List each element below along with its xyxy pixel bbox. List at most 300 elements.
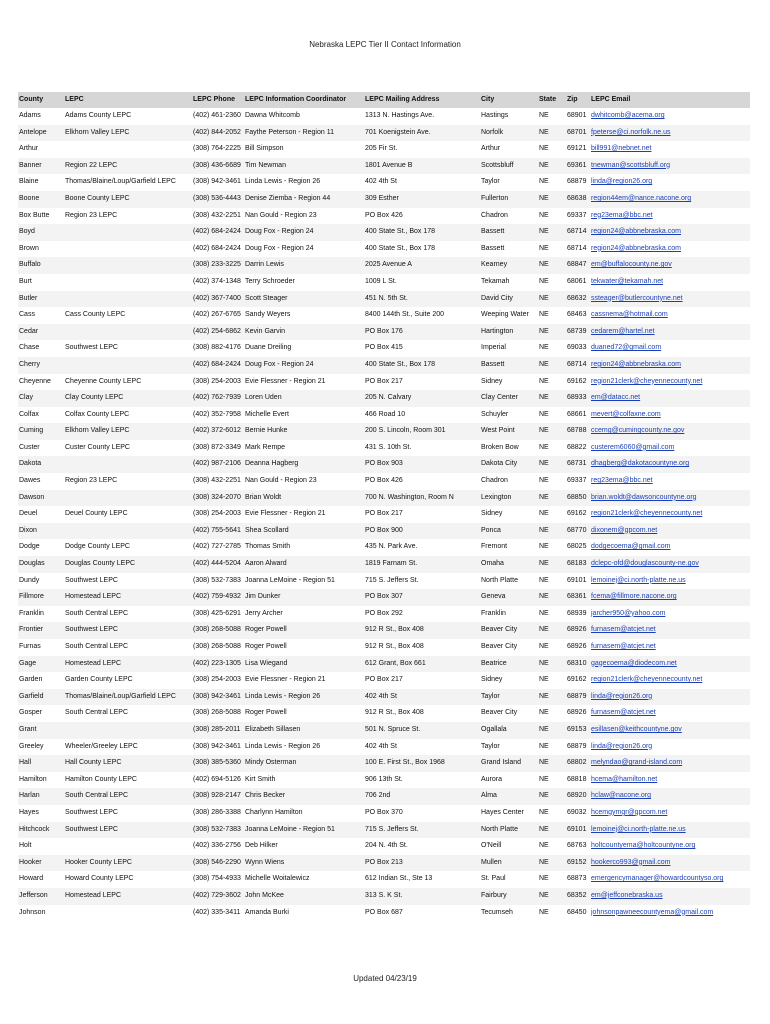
table-row xyxy=(18,672,750,689)
cell-city: Tekamah xyxy=(481,277,510,285)
table-row xyxy=(18,589,750,606)
email-link[interactable]: cedarem@hartel.net xyxy=(591,327,655,335)
cell-mailing-address: 435 N. Park Ave. xyxy=(365,543,418,551)
email-link[interactable]: region24@abbnebraska.com xyxy=(591,244,681,252)
cell-mailing-address: PO Box 217 xyxy=(365,377,403,385)
cell-city: Tecumseh xyxy=(481,908,513,916)
cell-lepc-email xyxy=(590,108,750,125)
table-row xyxy=(18,573,750,590)
cell-lepc-email xyxy=(590,722,750,739)
cell-lepc-phone: (308) 546-2290 xyxy=(193,858,241,866)
cell-state: NE xyxy=(539,510,549,518)
email-link[interactable]: johnsonpawneecountyema@gmail.com xyxy=(591,908,714,916)
table-row xyxy=(18,357,750,374)
email-link[interactable]: hookerco993@gmail.com xyxy=(591,858,671,866)
cell-coordinator: Deanna Hagberg xyxy=(245,460,299,468)
cell-county: Antelope xyxy=(19,128,47,136)
cell-mailing-address: 402 4th St xyxy=(365,742,397,750)
table-row xyxy=(18,822,750,839)
cell-state: NE xyxy=(539,394,549,402)
email-link[interactable]: dwhitcomb@acema.org xyxy=(591,112,665,119)
cell-coordinator: Linda Lewis - Region 26 xyxy=(245,692,321,700)
email-link[interactable]: lemoinej@ci.north-platte.ne.us xyxy=(591,825,686,833)
cell-coordinator: Doug Fox - Region 24 xyxy=(245,228,314,236)
email-link[interactable]: ccemg@cumingcounty.ne.gov xyxy=(591,427,685,435)
cell-lepc: Cass County LEPC xyxy=(65,311,126,319)
cell-zip: 69032 xyxy=(567,808,587,816)
cell-zip: 69162 xyxy=(567,676,587,684)
cell-county: Hall xyxy=(19,759,32,767)
cell-lepc-email xyxy=(590,241,750,258)
cell-lepc-email xyxy=(590,755,750,772)
email-link[interactable]: furnasem@atcjet.net xyxy=(591,709,656,717)
cell-lepc-email xyxy=(590,141,750,158)
cell-coordinator: Jim Dunker xyxy=(245,593,281,601)
cell-lepc: Elkhorn Valley LEPC xyxy=(65,128,130,136)
cell-lepc-phone: (402) 684-2424 xyxy=(193,360,241,368)
email-link[interactable]: esillasen@keithcountyne.gov xyxy=(591,725,682,733)
cell-lepc-email xyxy=(590,888,750,905)
cell-county: Hamilton xyxy=(19,775,47,783)
table-row xyxy=(18,523,750,540)
header-row xyxy=(18,92,750,108)
cell-zip: 68025 xyxy=(567,543,587,551)
email-link[interactable]: dodgecoema@gmail.com xyxy=(591,543,671,551)
cell-coordinator: Doug Fox - Region 24 xyxy=(245,360,314,368)
email-link[interactable]: region44em@nance.nacone.org xyxy=(591,194,692,202)
cell-lepc-phone: (308) 764-2225 xyxy=(193,145,241,153)
cell-zip: 69337 xyxy=(567,477,587,485)
cell-lepc xyxy=(64,905,192,922)
table-row xyxy=(18,125,750,142)
email-link[interactable]: linda@region26.org xyxy=(591,742,653,750)
cell-zip: 68352 xyxy=(567,891,587,899)
cell-zip: 68701 xyxy=(567,128,587,136)
cell-state: NE xyxy=(539,460,549,468)
cell-coordinator: Wynn Wiens xyxy=(245,858,285,866)
cell-state: NE xyxy=(539,709,549,717)
email-link[interactable]: region24@abbnebraska.com xyxy=(591,228,681,236)
cell-county: Douglas xyxy=(19,560,45,568)
cell-city: Dakota City xyxy=(481,460,518,468)
cell-coordinator: Shea Scollard xyxy=(245,526,289,534)
cell-lepc xyxy=(64,357,192,374)
cell-state: NE xyxy=(539,526,549,534)
cell-lepc: South Central LEPC xyxy=(65,643,129,650)
cell-county: Garfield xyxy=(19,692,44,700)
email-link[interactable]: hcemgymgr@gpcom.net xyxy=(591,808,668,816)
email-link[interactable]: furnasem@atcjet.net xyxy=(591,626,656,634)
email-link[interactable]: reg23ema@bbc.net xyxy=(591,211,653,219)
email-link[interactable]: region21clerk@cheyennecounty.net xyxy=(591,510,703,518)
cell-state: NE xyxy=(539,294,549,302)
cell-state: NE xyxy=(539,410,549,418)
cell-county: Banner xyxy=(19,161,42,169)
cell-mailing-address: PO Box 900 xyxy=(365,526,403,534)
email-link[interactable]: tekwater@tekamah.net xyxy=(591,277,664,285)
cell-state: NE xyxy=(539,825,549,833)
cell-zip: 68879 xyxy=(567,178,587,186)
cell-county: Colfax xyxy=(19,410,39,418)
cell-state: NE xyxy=(539,891,549,899)
cell-mailing-address: 1801 Avenue B xyxy=(365,161,413,169)
email-link[interactable]: em@jeffconebraska.us xyxy=(591,891,663,899)
cell-lepc-phone: (402) 254-6862 xyxy=(193,327,241,335)
cell-lepc-email xyxy=(590,739,750,756)
email-link[interactable]: reg23ema@bbc.net xyxy=(591,477,653,485)
table-row xyxy=(18,440,750,457)
cell-lepc-phone: (308) 286-3388 xyxy=(193,808,241,816)
email-link[interactable]: ssteager@butlercountyne.net xyxy=(591,294,683,302)
table-row xyxy=(18,241,750,258)
cell-city: Fremont xyxy=(481,543,508,551)
cell-coordinator: Elizabeth Sillasen xyxy=(245,725,301,733)
email-link[interactable]: tnewman@scottsbluff.org xyxy=(591,161,670,169)
cell-city: Bassett xyxy=(481,244,505,252)
cell-lepc: Dodge County LEPC xyxy=(65,543,130,551)
table-row xyxy=(18,141,750,158)
email-link[interactable]: furnasem@atcjet.net xyxy=(591,643,656,650)
table-row xyxy=(18,158,750,175)
table-row xyxy=(18,838,750,855)
cell-state: NE xyxy=(539,194,549,202)
cell-lepc: Southwest LEPC xyxy=(65,344,118,352)
cell-lepc: Custer County LEPC xyxy=(65,443,130,451)
cell-mailing-address: PO Box 687 xyxy=(365,908,403,916)
cell-lepc-email xyxy=(590,158,750,175)
cell-state: NE xyxy=(539,626,549,634)
cell-mailing-address: 1819 Farnam St. xyxy=(365,560,418,568)
cell-zip: 68183 xyxy=(567,560,587,568)
cell-lepc-email xyxy=(590,307,750,324)
cell-coordinator: Scott Steager xyxy=(245,294,288,302)
cell-zip: 69162 xyxy=(567,377,587,385)
cell-lepc-phone: (308) 532-7383 xyxy=(193,825,241,833)
cell-mailing-address: PO Box 292 xyxy=(365,609,403,617)
email-link[interactable]: dclepc-ofd@douglascounty-ne.gov xyxy=(591,560,699,568)
cell-mailing-address: PO Box 426 xyxy=(365,211,403,219)
contact-table xyxy=(18,92,750,921)
cell-lepc-phone: (402) 444-5204 xyxy=(193,560,241,568)
cell-zip: 68901 xyxy=(567,112,587,119)
cell-state: NE xyxy=(539,112,549,119)
cell-coordinator: Mark Rempe xyxy=(245,443,286,451)
cell-lepc-email xyxy=(590,639,750,656)
cell-mailing-address: PO Box 903 xyxy=(365,460,403,468)
cell-state: NE xyxy=(539,842,549,850)
cell-city: Franklin xyxy=(481,609,506,617)
cell-zip: 68463 xyxy=(567,311,587,319)
cell-coordinator: Duane Dreiling xyxy=(245,344,292,352)
cell-lepc-phone: (402) 729-3602 xyxy=(193,891,241,899)
cell-mailing-address: 715 S. Jeffers St. xyxy=(365,825,419,833)
cell-lepc-phone: (402) 844-2052 xyxy=(193,128,241,136)
table-row xyxy=(18,705,750,722)
cell-zip: 68926 xyxy=(567,643,587,650)
table-row xyxy=(18,340,750,357)
cell-coordinator: Nan Gould - Region 23 xyxy=(245,477,317,485)
table-row xyxy=(18,307,750,324)
cell-coordinator: Evie Flessner - Region 21 xyxy=(245,377,326,385)
header-lepc-phone: LEPC Phone xyxy=(193,96,236,103)
email-link[interactable]: duaned72@gmail.com xyxy=(591,344,662,352)
table-row xyxy=(18,274,750,291)
cell-zip: 69033 xyxy=(567,344,587,352)
cell-lepc-email xyxy=(590,407,750,424)
cell-county: Howard xyxy=(19,875,44,883)
email-link[interactable]: dixonem@gpcom.net xyxy=(591,526,658,534)
cell-lepc: Homestead LEPC xyxy=(65,593,122,601)
cell-city: Schuyler xyxy=(481,410,509,418)
cell-lepc-phone: (308) 928-2147 xyxy=(193,792,241,800)
cell-zip: 69121 xyxy=(567,145,587,153)
table-row xyxy=(18,423,750,440)
cell-county: Burt xyxy=(19,277,32,285)
cell-lepc-email xyxy=(590,573,750,590)
cell-mailing-address: 431 S. 10th St. xyxy=(365,443,412,451)
cell-lepc-email xyxy=(590,705,750,722)
header-lepc: LEPC xyxy=(65,96,84,103)
cell-coordinator: Evie Flessner - Region 21 xyxy=(245,510,326,518)
cell-zip: 68788 xyxy=(567,427,587,435)
cell-city: Ponca xyxy=(481,526,501,534)
cell-coordinator: Evie Flessner - Region 21 xyxy=(245,676,326,684)
cell-lepc: Region 23 LEPC xyxy=(65,477,118,485)
cell-lepc: Homestead LEPC xyxy=(65,891,122,899)
cell-city: Omaha xyxy=(481,560,504,568)
cell-lepc-email xyxy=(590,805,750,822)
cell-city: Bassett xyxy=(481,360,505,368)
cell-lepc-phone: (308) 536-4443 xyxy=(193,194,241,202)
cell-mailing-address: PO Box 176 xyxy=(365,327,403,335)
cell-state: NE xyxy=(539,178,549,186)
cell-mailing-address: 466 Road 10 xyxy=(365,410,406,418)
email-link[interactable]: hclaw@nacone.org xyxy=(591,792,652,800)
cell-county: Hooker xyxy=(19,858,42,866)
cell-zip: 68714 xyxy=(567,360,587,368)
header-lepc-email: LEPC Email xyxy=(591,96,631,103)
cell-lepc-phone: (308) 254-2003 xyxy=(193,676,241,684)
cell-mailing-address: 205 N. Calvary xyxy=(365,394,412,402)
table-row xyxy=(18,722,750,739)
cell-city: Ogallala xyxy=(481,725,507,733)
email-link[interactable]: fcema@fillmore.nacone.org xyxy=(591,593,677,601)
cell-state: NE xyxy=(539,692,549,700)
cell-coordinator: Nan Gould - Region 23 xyxy=(245,211,317,219)
cell-lepc xyxy=(64,291,192,308)
email-link[interactable]: hcema@hamilton.net xyxy=(591,775,658,783)
cell-zip: 68818 xyxy=(567,775,587,783)
cell-lepc-email xyxy=(590,291,750,308)
email-link[interactable]: cassnema@hotmail.com xyxy=(591,311,668,319)
cell-lepc-phone: (402) 267-6765 xyxy=(193,311,241,319)
cell-lepc: Adams County LEPC xyxy=(65,112,132,119)
email-link[interactable]: custerem6060@gmail.com xyxy=(591,443,675,451)
cell-lepc-phone: (308) 285-2011 xyxy=(193,725,241,733)
cell-zip: 68926 xyxy=(567,709,587,717)
cell-mailing-address: 912 R St., Box 408 xyxy=(365,626,424,634)
cell-city: Norfolk xyxy=(481,128,504,136)
email-link[interactable]: bill991@nebnet.net xyxy=(591,145,652,153)
cell-county: Garden xyxy=(19,676,43,684)
cell-lepc-phone: (308) 872-3349 xyxy=(193,443,241,451)
email-link[interactable]: emergencymanager@howardcountyso.org xyxy=(591,875,724,883)
cell-lepc-email xyxy=(590,855,750,872)
cell-county: Hayes xyxy=(19,808,39,816)
cell-lepc: Colfax County LEPC xyxy=(65,410,130,418)
email-link[interactable]: dhagberg@dakotacountyne.org xyxy=(591,460,690,468)
cell-lepc-phone: (308) 254-2003 xyxy=(193,510,241,518)
cell-lepc-email xyxy=(590,490,750,507)
cell-state: NE xyxy=(539,145,549,153)
cell-mailing-address: 451 N. 5th St. xyxy=(365,294,408,302)
cell-lepc-email xyxy=(590,656,750,673)
cell-lepc: Wheeler/Greeley LEPC xyxy=(65,742,138,750)
cell-zip: 68310 xyxy=(567,659,587,667)
cell-city: Beaver City xyxy=(481,643,518,650)
cell-lepc-phone: (308) 432-2251 xyxy=(193,477,241,485)
cell-county: Franklin xyxy=(19,609,44,617)
cell-lepc-phone: (308) 268-5088 xyxy=(193,626,241,634)
cell-state: NE xyxy=(539,759,549,767)
email-link[interactable]: em@buffalocounty.ne.gov xyxy=(591,261,672,269)
cell-state: NE xyxy=(539,344,549,352)
cell-lepc: Southwest LEPC xyxy=(65,825,118,833)
cell-lepc-phone: (402) 367-7400 xyxy=(193,294,241,302)
cell-zip: 68873 xyxy=(567,875,587,883)
cell-coordinator: Michelle Woitalewicz xyxy=(245,875,310,883)
cell-lepc xyxy=(64,490,192,507)
email-link[interactable]: em@datacc.net xyxy=(591,394,641,402)
cell-county: Greeley xyxy=(19,742,44,750)
email-link[interactable]: jarcher950@yahoo.com xyxy=(591,609,666,617)
cell-city: Fairbury xyxy=(481,891,507,899)
cell-mailing-address: 309 Esther xyxy=(365,194,399,202)
email-link[interactable]: lemoinej@ci.north-platte.ne.us xyxy=(591,576,686,584)
table-row xyxy=(18,374,750,391)
cell-lepc-email xyxy=(590,838,750,855)
header-state: State xyxy=(539,96,557,103)
email-link[interactable]: holtcountyema@holtcountyne.org xyxy=(591,842,696,850)
cell-coordinator: Sandy Weyers xyxy=(245,311,291,319)
cell-coordinator: Charlynn Hamilton xyxy=(245,808,303,816)
cell-county: Dawes xyxy=(19,477,41,485)
cell-state: NE xyxy=(539,775,549,783)
cell-lepc: Cheyenne County LEPC xyxy=(65,377,142,385)
email-link[interactable]: mevert@colfaxne.com xyxy=(591,410,661,418)
cell-coordinator: Deb Hilker xyxy=(245,842,278,850)
cell-city: Arthur xyxy=(481,145,501,153)
cell-state: NE xyxy=(539,360,549,368)
cell-mailing-address: PO Box 370 xyxy=(365,808,403,816)
cell-county: Clay xyxy=(19,394,34,402)
cell-lepc: Clay County LEPC xyxy=(65,394,124,402)
cell-county: Boone xyxy=(19,194,40,202)
table-row xyxy=(18,888,750,905)
cell-lepc xyxy=(64,722,192,739)
email-link[interactable]: gagecoema@diodecom.net xyxy=(591,659,677,667)
cell-zip: 68661 xyxy=(567,410,587,418)
cell-coordinator: Doug Fox - Region 24 xyxy=(245,244,314,252)
cell-mailing-address: PO Box 217 xyxy=(365,510,403,518)
email-link[interactable]: region21clerk@cheyennecounty.net xyxy=(591,377,703,385)
cell-lepc-email xyxy=(590,606,750,623)
table-row xyxy=(18,539,750,556)
cell-lepc-phone: (402) 372-6012 xyxy=(193,427,241,435)
cell-lepc xyxy=(64,456,192,473)
cell-lepc-phone: (402) 461-2360 xyxy=(193,112,241,119)
cell-zip: 69101 xyxy=(567,576,587,584)
cell-mailing-address: 400 State St., Box 178 xyxy=(365,228,436,236)
cell-lepc-email xyxy=(590,191,750,208)
cell-county: Cheyenne xyxy=(19,377,51,385)
cell-coordinator: Brian Woldt xyxy=(245,493,282,501)
cell-zip: 68450 xyxy=(567,908,587,916)
email-link[interactable]: brian.woldt@dawsoncountyne.org xyxy=(591,493,697,501)
cell-city: Beaver City xyxy=(481,626,518,634)
table-row xyxy=(18,739,750,756)
page-title: Nebraska LEPC Tier II Contact Information xyxy=(309,40,461,49)
cell-mailing-address: PO Box 307 xyxy=(365,593,403,601)
cell-lepc-phone: (308) 432-2251 xyxy=(193,211,241,219)
cell-lepc-email xyxy=(590,523,750,540)
cell-county: Butler xyxy=(19,294,38,302)
table-body xyxy=(18,108,750,921)
table-row xyxy=(18,456,750,473)
cell-mailing-address: 715 S. Jeffers St. xyxy=(365,576,419,584)
cell-county: Box Butte xyxy=(19,211,50,219)
cell-county: Boyd xyxy=(19,228,35,236)
cell-lepc-email xyxy=(590,357,750,374)
table-row xyxy=(18,407,750,424)
cell-county: Gage xyxy=(19,659,37,667)
cell-mailing-address: 8400 144th St., Suite 200 xyxy=(365,311,445,319)
cell-city: Bassett xyxy=(481,228,505,236)
cell-zip: 68739 xyxy=(567,327,587,335)
email-link[interactable]: region21clerk@cheyennecounty.net xyxy=(591,676,703,684)
cell-mailing-address: 402 4th St xyxy=(365,692,397,700)
table-row xyxy=(18,390,750,407)
email-link[interactable]: linda@region26.org xyxy=(591,692,653,700)
cell-county: Johnson xyxy=(19,908,46,916)
cell-county: Fillmore xyxy=(19,593,44,601)
cell-mailing-address: 912 R St., Box 408 xyxy=(365,709,424,717)
table-row xyxy=(18,772,750,789)
cell-city: North Platte xyxy=(481,825,518,833)
cell-mailing-address: 906 13th St. xyxy=(365,775,403,783)
cell-coordinator: Chris Becker xyxy=(245,792,286,800)
cell-lepc: Hamilton County LEPC xyxy=(65,775,137,783)
cell-mailing-address: 706 2nd xyxy=(365,792,391,800)
cell-city: Broken Bow xyxy=(481,443,519,451)
email-link[interactable]: region24@abbnebraska.com xyxy=(591,360,681,368)
email-link[interactable]: fpeterse@ci.norfolk.ne.us xyxy=(591,128,671,136)
cell-zip: 68926 xyxy=(567,626,587,634)
email-link[interactable]: melyndao@grand-island.com xyxy=(591,759,683,767)
cell-lepc-phone: (308) 268-5088 xyxy=(193,709,241,717)
cell-city: Taylor xyxy=(481,742,500,750)
email-link[interactable]: linda@region26.org xyxy=(591,178,653,186)
cell-zip: 69152 xyxy=(567,858,587,866)
cell-coordinator: John McKee xyxy=(245,891,284,899)
cell-lepc-phone: (308) 882-4176 xyxy=(193,344,241,352)
cell-lepc-email xyxy=(590,440,750,457)
cell-lepc xyxy=(64,141,192,158)
cell-coordinator: Bernie Hunke xyxy=(245,427,288,435)
cell-state: NE xyxy=(539,543,549,551)
cell-city: Mullen xyxy=(481,858,502,866)
cell-county: Dodge xyxy=(19,543,40,551)
